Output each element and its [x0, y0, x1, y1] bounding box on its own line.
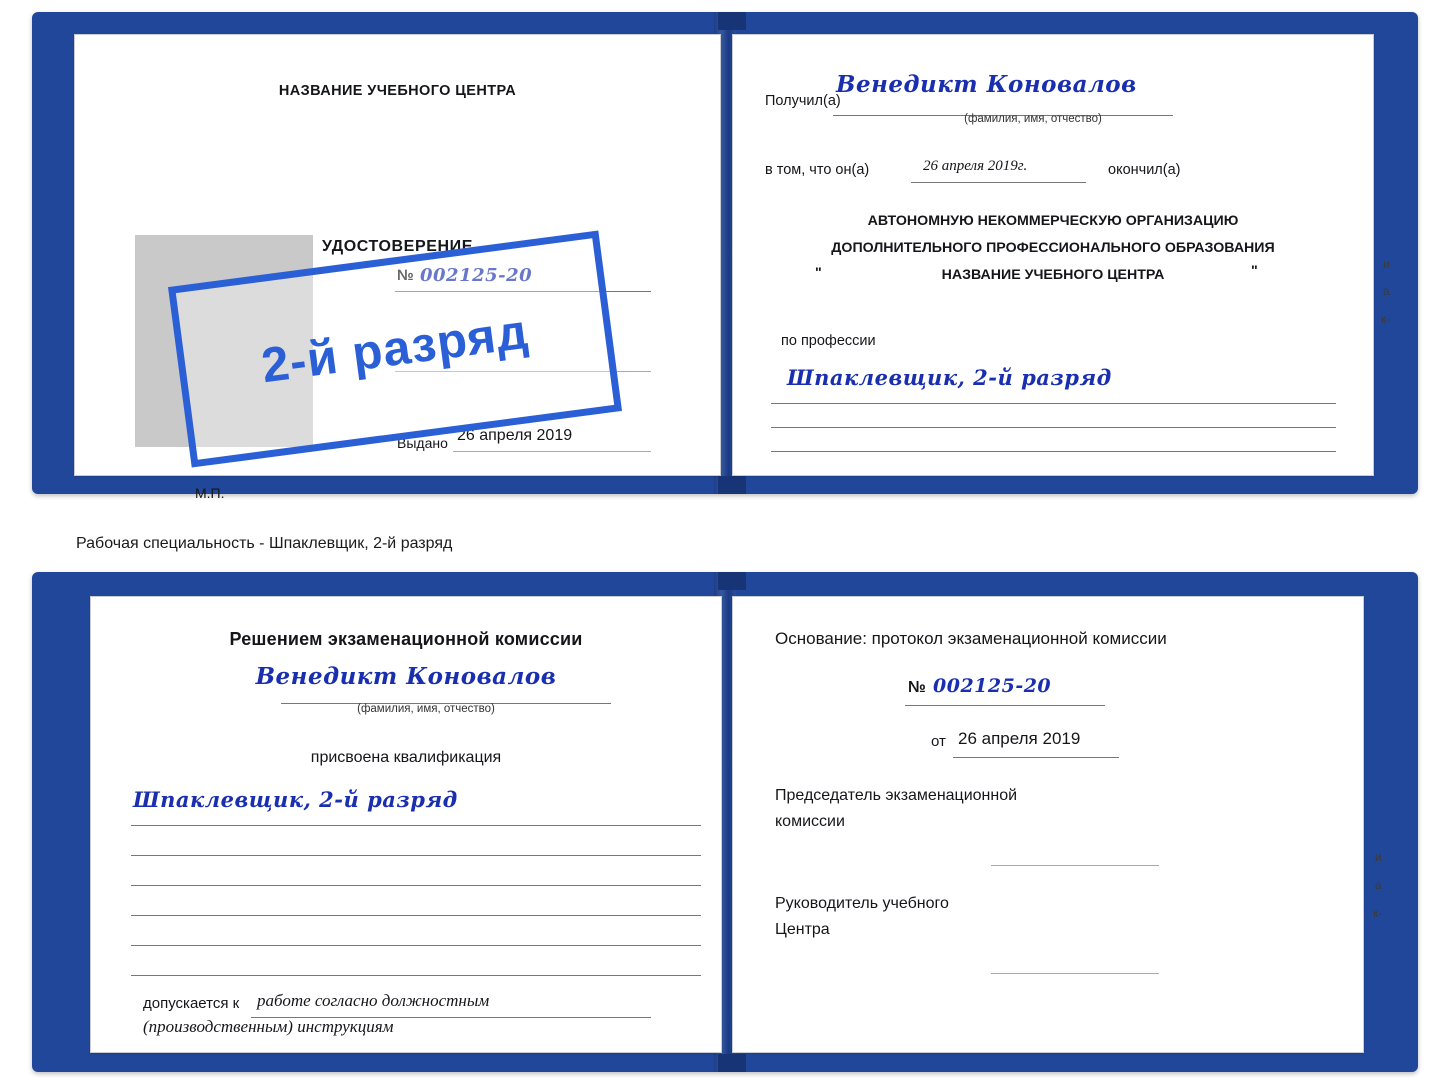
number-symbol-bottom: № [908, 679, 926, 696]
qual-line-5 [131, 945, 701, 946]
book-bottom-inner [32, 572, 1418, 1072]
protocol-number: 002125-20 [933, 675, 1052, 697]
completed-date-underline [911, 182, 1086, 183]
org-line-2: ДОПОЛНИТЕЛЬНОГО ПРОФЕССИОНАЛЬНОГО ОБРАЗОВАНИЯ [831, 240, 1275, 256]
chairman-signature-line [991, 865, 1159, 866]
cover-sliver-bottom-3: к- [1373, 906, 1383, 920]
qual-line-2 [131, 855, 701, 856]
chairman-label-line1: Председатель экзаменационной [775, 787, 1018, 804]
issued-underline [453, 451, 651, 452]
that-he-label: в том, что он(а) [765, 162, 870, 178]
bottom-left-page [90, 596, 722, 1053]
profession-underline-1 [771, 403, 1336, 404]
spine-notch-top-2 [718, 572, 746, 590]
qual-line-1 [131, 825, 701, 826]
cover-sliver-bottom-1: и [1375, 850, 1382, 864]
protocol-number-underline [905, 705, 1105, 706]
qualification-label: присвоена квалификация [310, 749, 502, 766]
certificate-book-bottom [32, 572, 1418, 1072]
qual-line-3 [131, 885, 701, 886]
rank-watermark-stamp: 2-й разряд [168, 230, 622, 467]
certificate-number-top: 002125-20 [420, 265, 533, 286]
name-hint-bottom: (фамилия, имя, отчество) [357, 703, 495, 715]
chairman-label-line2: комиссии [775, 813, 845, 830]
top-right-page [732, 34, 1374, 476]
number-symbol-top: № [397, 267, 414, 284]
profession-label: по профессии [781, 333, 876, 349]
cover-sliver-top-2: а [1383, 284, 1390, 298]
org-quote-open: " [815, 265, 822, 281]
from-date-underline [953, 757, 1119, 758]
cover-sliver-top-3: к- [1381, 312, 1391, 326]
qualification-value: Шпаклевщик, 2-й разряд [133, 787, 458, 812]
head-signature-line [991, 973, 1159, 974]
completed-date: 26 апреля 2019г. [923, 158, 1028, 174]
commission-name: Венедикт Коновалов [255, 663, 557, 690]
cover-sliver-bottom-2: а [1375, 878, 1382, 892]
issued-label: Выдано [397, 435, 448, 451]
spine-notch-top [718, 12, 746, 30]
received-name: Венедикт Коновалов [836, 71, 1137, 98]
org-line-1: АВТОНОМНУЮ НЕКОММЕРЧЕСКУЮ ОРГАНИЗАЦИЮ [867, 213, 1239, 229]
org-line-3: НАЗВАНИЕ УЧЕБНОГО ЦЕНТРА [941, 267, 1165, 283]
qual-line-6 [131, 975, 701, 976]
completed-label: окончил(а) [1108, 162, 1181, 178]
spine-notch-bottom [718, 476, 746, 494]
profession-value: Шпаклевщик, 2-й разряд [787, 365, 1112, 390]
profession-underline-2 [771, 427, 1336, 428]
allowed-value-line2: (производственным) инструкциям [143, 1017, 394, 1036]
received-label: Получил(а) [765, 93, 841, 109]
document-type-label: УДОСТОВЕРЕНИЕ [321, 238, 474, 255]
cover-sliver-top-1: и [1383, 257, 1390, 271]
head-label-line2: Центра [775, 921, 830, 938]
bottom-right-page [732, 596, 1364, 1053]
qual-line-4 [131, 915, 701, 916]
org-title-top-left: НАЗВАНИЕ УЧЕБНОГО ЦЕНТРА [278, 83, 517, 99]
spine-notch-bottom-2 [718, 1054, 746, 1072]
allowed-value-line1: работе согласно должностным [257, 991, 490, 1010]
org-quote-close: " [1251, 263, 1258, 279]
name-hint-top: (фамилия, имя, отчество) [964, 113, 1102, 125]
seal-label: М.П. [195, 485, 225, 501]
profession-underline-3 [771, 451, 1336, 452]
allowed-label: допускается к [143, 995, 240, 1012]
page-caption: Рабочая специальность - Шпаклевщик, 2-й разряд [76, 535, 453, 552]
commission-title: Решением экзаменационной комиссии [229, 629, 583, 649]
from-date: 26 апреля 2019 [958, 729, 1081, 748]
basis-label: Основание: протокол экзаменационной комиссии [775, 629, 1167, 648]
issued-date: 26 апреля 2019 [457, 427, 573, 444]
from-label: от [931, 733, 946, 750]
head-label-line1: Руководитель учебного [775, 895, 949, 912]
